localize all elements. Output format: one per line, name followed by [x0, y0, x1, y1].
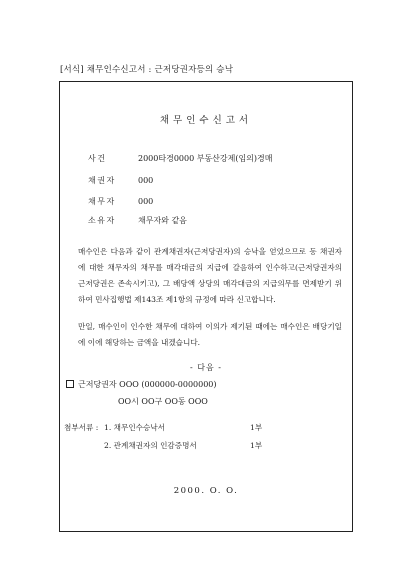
form-label: [서식] 채무인수신고서 : 근저당권자등의 승낙 [60, 65, 234, 75]
address-entry: OO시 OO구 OO동 OOO [118, 397, 208, 406]
document-title: 채무인수신고서 [159, 115, 253, 126]
creditor-row [88, 175, 153, 186]
creditor-value: 000 [138, 176, 154, 185]
attachment-item-2-count: 1부 [250, 441, 263, 450]
attachment-item-1: 1. 채무인수승낙서 [104, 423, 166, 432]
creditor-entry: 근저당권자 OOO (000000-0000000) [78, 380, 217, 389]
case-value: 2000타경0000 부동산강제(임의)경매 [138, 154, 273, 163]
debtor-label: 채무자 [88, 197, 116, 206]
document-frame [59, 81, 353, 532]
owner-label: 소유자 [88, 216, 116, 225]
creditor-entry-row [66, 379, 217, 390]
document-date: 2000. O. O. [173, 486, 239, 496]
owner-row [88, 215, 187, 226]
attachments-label: 첨부서류 : [64, 423, 99, 432]
case-row [88, 153, 273, 164]
debtor-row [88, 196, 153, 207]
attachment-item-1-count: 1부 [250, 423, 263, 432]
creditor-label: 채권자 [88, 176, 116, 185]
paragraph-objection: 만일, 매수인이 인수한 채무에 대하여 이의가 제기된 때에는 매수인은 배당기일에 이에 해당하는 금액을 내겠습니다. [78, 322, 342, 347]
case-label: 사건 [88, 154, 107, 163]
attachment-item-2: 2. 관계채권자의 인감증명서 [104, 441, 197, 450]
checkbox-square-icon [66, 380, 74, 388]
debtor-value: 000 [138, 197, 154, 206]
paragraph-declaration: 매수인은 다음과 같이 관계채권자(근저당권자)의 승낙을 얻었으므로 동 채권자에 대한 채무자의 채무를 매각대금의 지급에 갈음하여 인수하고(근저당권자의 근저당권은 존속시키고), 그 배당액 상당의 매각대금의 지급의무를 면제받기 위하여 민사집행법 제143조 제1항의 규정에 따라 신고합니다. [78, 247, 342, 304]
owner-value: 채무자와 같음 [138, 216, 187, 225]
next-heading: - 다음 - [190, 363, 222, 372]
